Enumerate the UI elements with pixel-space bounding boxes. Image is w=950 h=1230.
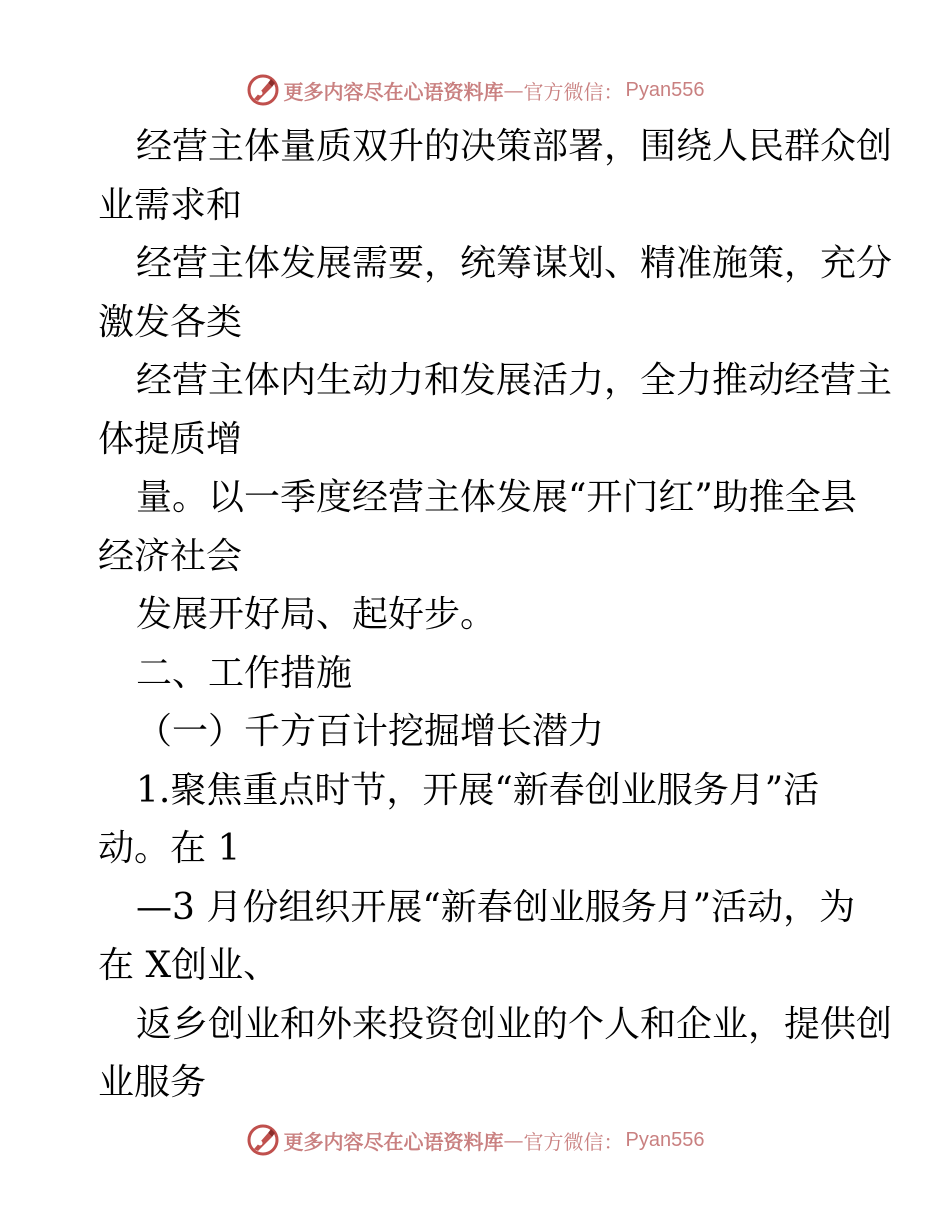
- text-line: 经营主体发展需要，统筹谋划、精准施策，充分: [136, 243, 893, 284]
- pen-logo-icon: [246, 1123, 280, 1157]
- watermark-brand: 更多内容尽在心语资料库: [283, 1129, 504, 1154]
- watermark-wechat-id: Pyan556: [625, 78, 705, 101]
- watermark-brand: 更多内容尽在心语资料库: [283, 79, 504, 104]
- text-line: 体提质增: [98, 418, 243, 460]
- watermark-wechat-id: Pyan556: [625, 1128, 705, 1151]
- text-line: 发展开好局、起好步。: [136, 594, 497, 635]
- text-line: 经营主体量质双升的决策部署，围绕人民群众创: [136, 126, 893, 167]
- watermark-separator: —: [503, 78, 524, 102]
- text-line: 经济社会: [98, 535, 243, 577]
- watermark-official-label: 官方微信：: [523, 1129, 624, 1154]
- watermark-banner-bottom: [0, 1120, 950, 1160]
- text-line: 在 X创业、: [98, 945, 280, 986]
- text-line: 业服务: [98, 1062, 207, 1103]
- text-line: （一）千方百计挖掘增长潜力: [136, 711, 605, 752]
- text-line: 经营主体内生动力和发展活力，全力推动经营主: [136, 360, 893, 401]
- text-line: —3 月份组织开展“新春创业服务月”活动，为: [136, 886, 856, 928]
- watermark-official-label: 官方微信：: [523, 79, 624, 104]
- pen-logo-icon: [246, 73, 280, 107]
- watermark-banner-top: [0, 70, 950, 110]
- text-line: 1.聚焦重点时节，开展“新春创业服务月”活: [136, 769, 820, 811]
- watermark-separator: —: [503, 1128, 524, 1152]
- text-line: 业需求和: [98, 184, 243, 226]
- text-line: 返乡创业和外来投资创业的个人和企业，提供创: [136, 1003, 893, 1045]
- text-line: 量。以一季度经营主体发展“开门红”助推全县: [136, 477, 857, 518]
- text-line: 二、工作措施: [136, 652, 353, 694]
- document-body: [98, 118, 893, 1113]
- text-line: 动。在 1: [98, 828, 241, 869]
- text-line: 激发各类: [98, 301, 243, 343]
